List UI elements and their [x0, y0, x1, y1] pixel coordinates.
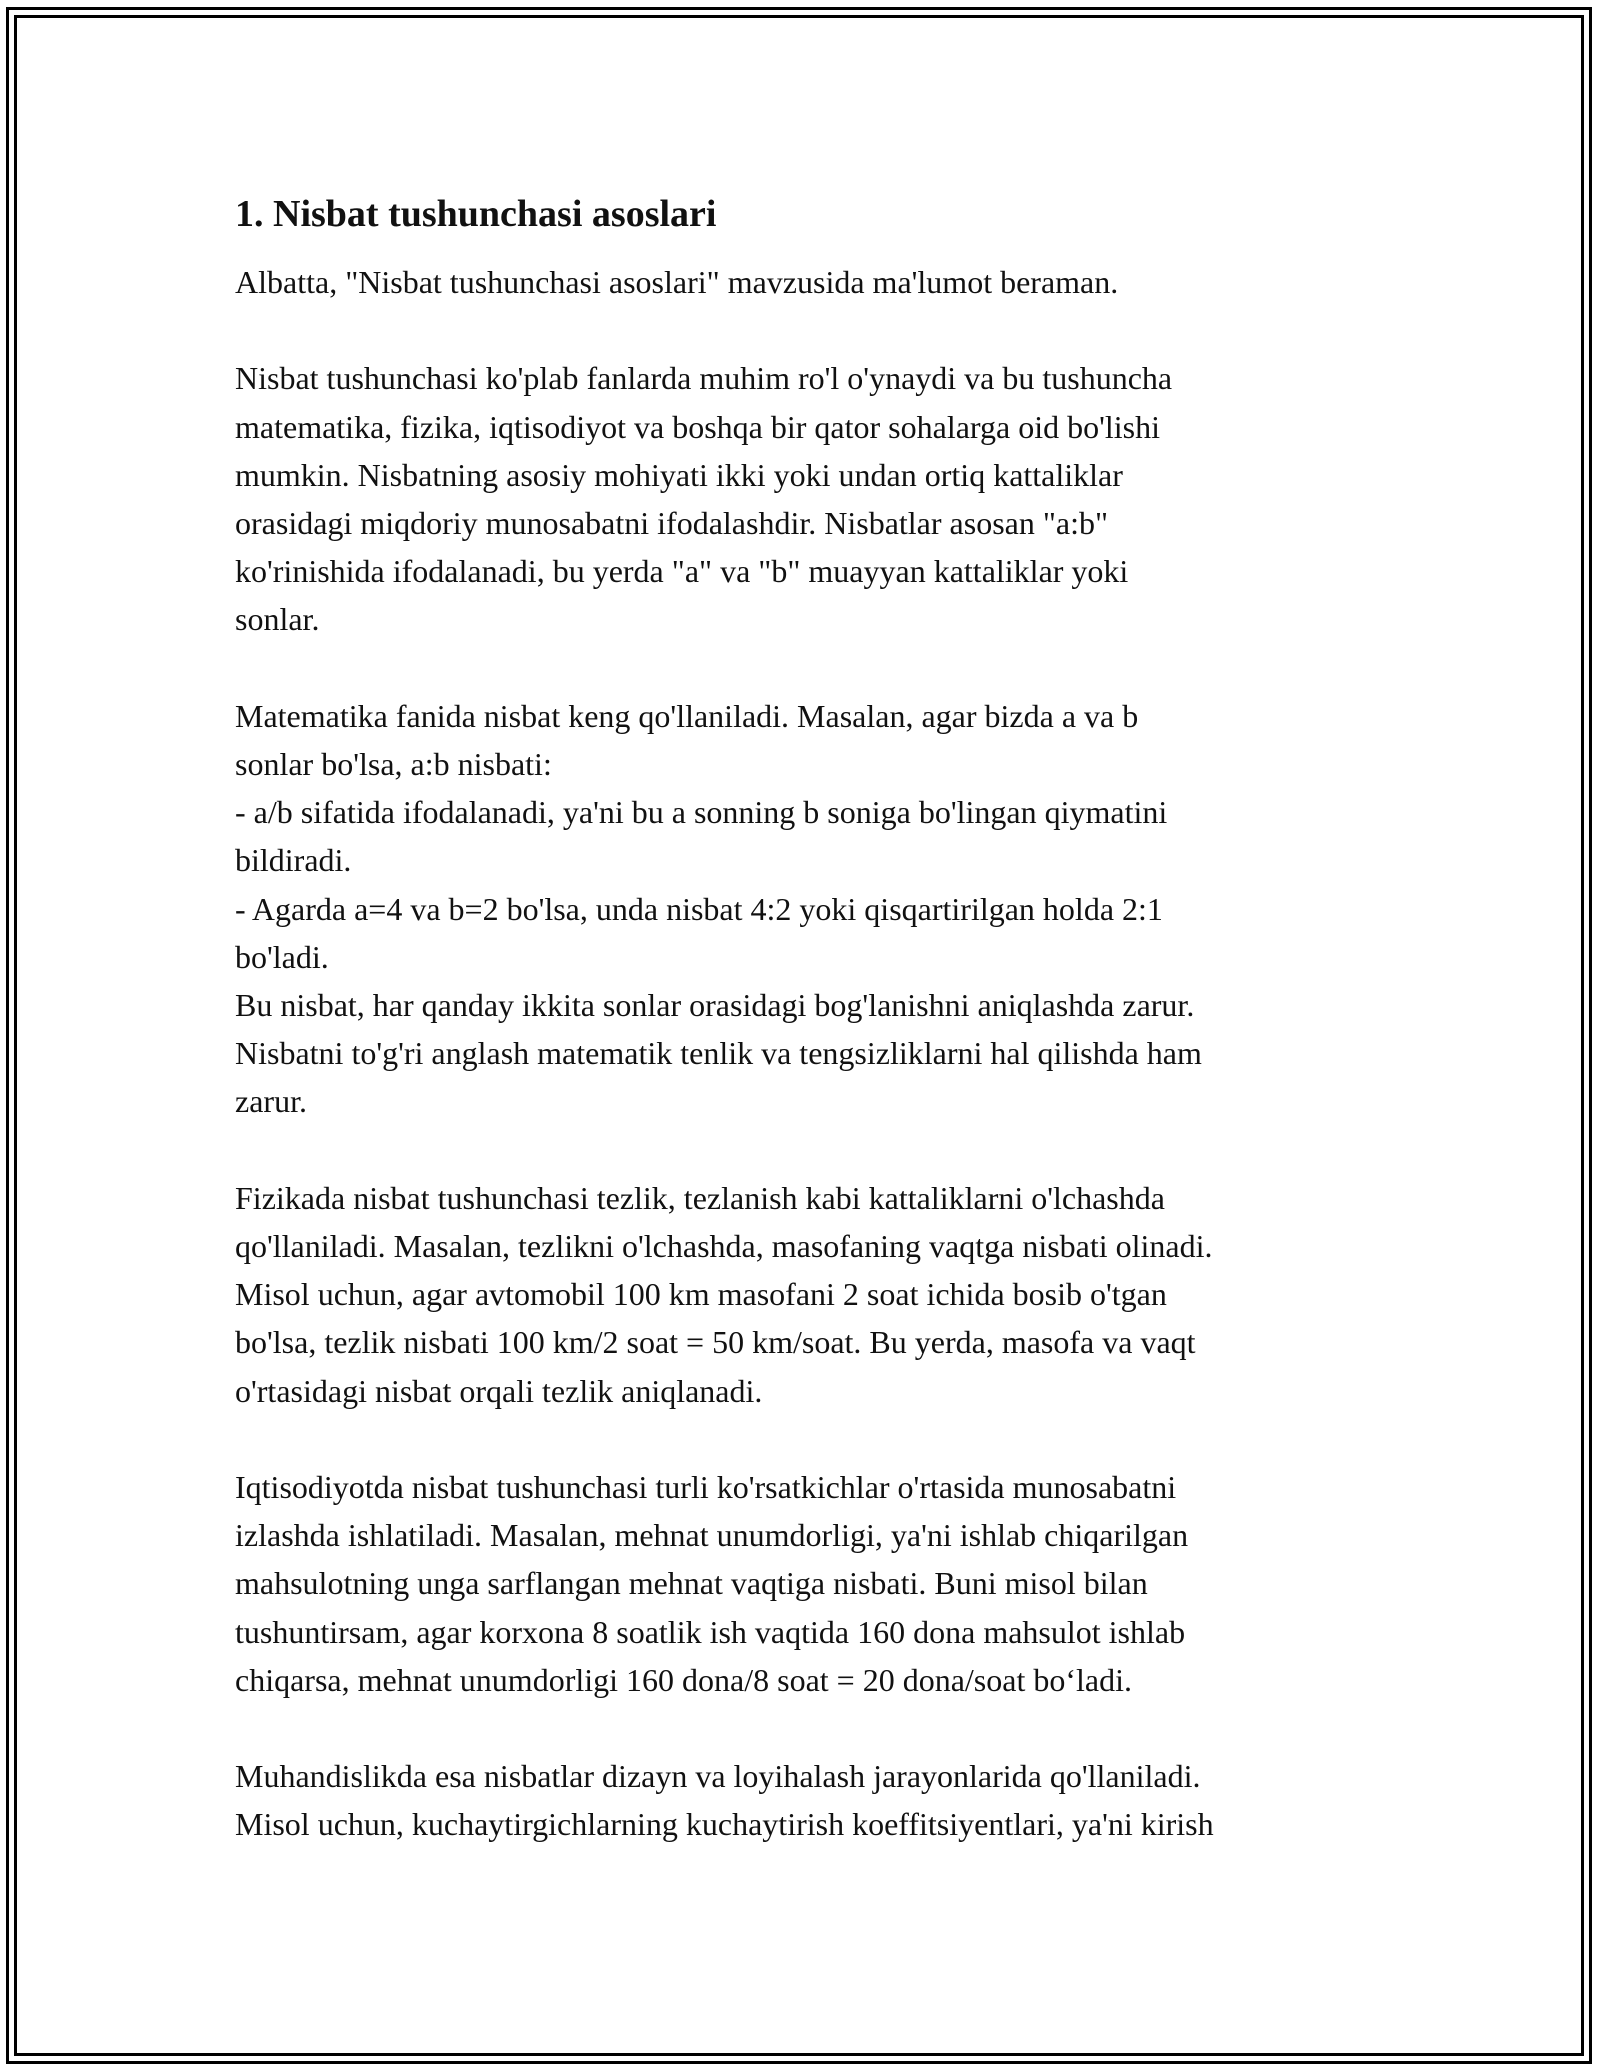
- text-line: tushuntirsam, agar korxona 8 soatlik ish vaqtida 160 dona mahsulot ishlab: [235, 1613, 1186, 1650]
- section-heading: 1. Nisbat tushunchasi asoslari: [235, 193, 717, 235]
- text-line: bildiradi.: [235, 842, 352, 879]
- text-line: Misol uchun, kuchaytirgichlarning kuchaytirish koeffitsiyentlari, ya'ni kirish: [235, 1806, 1214, 1843]
- text-line: - a/b sifatida ifodalanadi, ya'ni bu a sonning b soniga bo'lingan qiymatini: [235, 794, 1168, 831]
- text-line: sonlar.: [235, 601, 320, 638]
- text-line: orasidagi miqdoriy munosabatni ifodalashdir. Nisbatlar asosan "a:b": [235, 505, 1109, 541]
- text-line: chiqarsa, mehnat unumdorligi 160 dona/8 soat = 20 dona/soat bo‘ladi.: [235, 1661, 1132, 1698]
- paragraph: [235, 692, 1375, 1126]
- text-line: - Agarda a=4 va b=2 bo'lsa, unda nisbat 4:2 yoki qisqartirilgan holda 2:1: [235, 890, 1163, 927]
- text-line: o'rtasidagi nisbat orqali tezlik aniqlanadi.: [235, 1372, 763, 1409]
- paragraph: [235, 1463, 1375, 1704]
- text-line: Iqtisodiyotda nisbat tushunchasi turli ko'rsatkichlar o'rtasida munosabatni: [235, 1469, 1177, 1506]
- paragraph: [235, 258, 1375, 306]
- text-line: mumkin. Nisbatning asosiy mohiyati ikki yoki undan ortiq kattaliklar: [235, 456, 1123, 493]
- paragraph: [235, 1174, 1375, 1415]
- text-line: mahsulotning unga sarflangan mehnat vaqtiga nisbati. Buni misol bilan: [235, 1565, 1148, 1602]
- document-body: [235, 188, 1375, 1897]
- paragraph: [235, 354, 1375, 643]
- text-line: Nisbatni to'g'ri anglash matematik tenlik va tengsizliklarni hal qilishda ham: [235, 1035, 1202, 1072]
- text-line: Bu nisbat, har qanday ikkita sonlar orasidagi bog'lanishni aniqlashda zarur.: [235, 987, 1195, 1024]
- text-line: Albatta, "Nisbat tushunchasi asoslari" mavzusida ma'lumot beraman.: [235, 264, 1119, 300]
- text-line: izlashda ishlatiladi. Masalan, mehnat unumdorligi, ya'ni ishlab chiqarilgan: [235, 1517, 1189, 1554]
- text-line: Fizikada nisbat tushunchasi tezlik, tezlanish kabi kattaliklarni o'lchashda: [235, 1179, 1165, 1216]
- text-line: qo'llaniladi. Masalan, tezlikni o'lchashda, masofaning vaqtga nisbati olinadi.: [235, 1228, 1213, 1265]
- text-line: Muhandislikda esa nisbatlar dizayn va loyihalash jarayonlarida qo'llaniladi.: [235, 1758, 1201, 1795]
- text-line: Matematika fanida nisbat keng qo'llaniladi. Masalan, agar bizda a va b: [235, 697, 1139, 734]
- paragraph: [235, 1752, 1375, 1848]
- text-line: matematika, fizika, iqtisodiyot va boshqa bir qator sohalarga oid bo'lishi: [235, 408, 1160, 445]
- text-line: bo'lsa, tezlik nisbati 100 km/2 soat = 50 km/soat. Bu yerda, masofa va vaqt: [235, 1324, 1196, 1361]
- text-line: sonlar bo'lsa, a:b nisbati:: [235, 746, 552, 782]
- text-line: bo'ladi.: [235, 938, 329, 975]
- text-line: Nisbat tushunchasi ko'plab fanlarda muhim ro'l o'ynaydi va bu tushuncha: [235, 360, 1173, 397]
- text-line: ko'rinishida ifodalanadi, bu yerda "a" va "b" muayyan kattaliklar yoki: [235, 553, 1129, 590]
- text-line: Misol uchun, agar avtomobil 100 km masofani 2 soat ichida bosib o'tgan: [235, 1276, 1167, 1313]
- paragraph-list: [235, 258, 1375, 1849]
- text-line: zarur.: [235, 1083, 307, 1120]
